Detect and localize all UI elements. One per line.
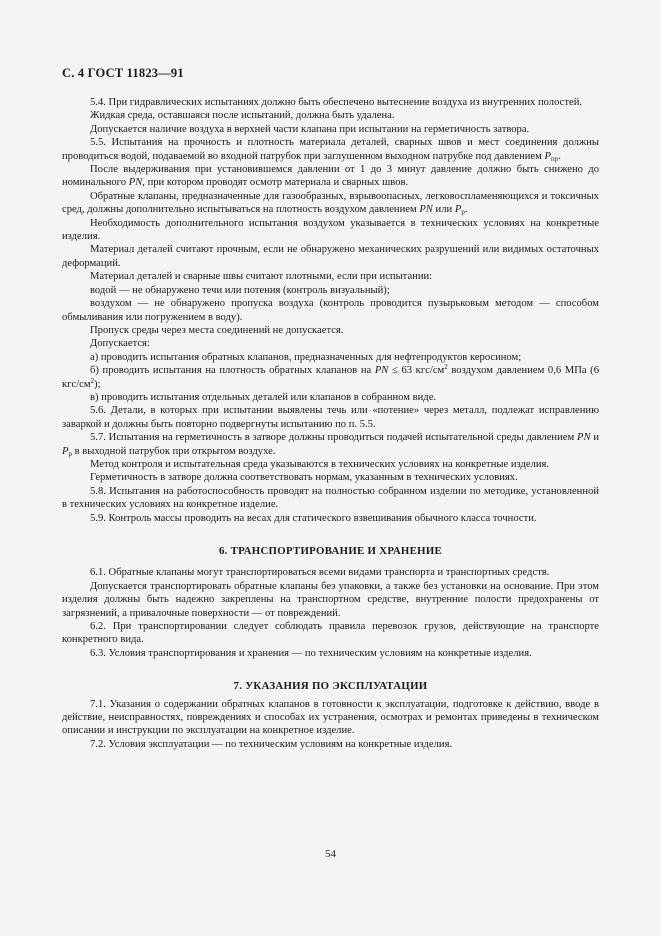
- paragraph: водой — не обнаружено течи или потения (контроль визуальный);: [90, 284, 390, 296]
- paragraph-5-7: 5.7. Испытания на герметичность в затворе должны проводиться подачей испытательной среды давлением PN и $P_р$ в выходной патрубок при открытом воздухе.: [62, 432, 599, 458]
- paragraph: После выдерживания при установившемся давлении от 1 до 3 минут давление должно быть снижено до номинального PN, при котором проводят осмотр материала и сварных швов.: [62, 164, 599, 189]
- paragraph-6-1: 6.1. Обратные клапаны могут транспортироваться всеми видами транспорта и транспортных средств.: [90, 567, 550, 579]
- paragraph: Обратные клапаны, предназначенные для газообразных, взрывоопасных, легковоспламеняющихся и токсичных сред, должны дополнительно испытываться на плотность воздухом давлением PN или $P_р$.: [62, 190, 599, 217]
- paragraph-5-8: 5.8. Испытания на работоспособность проводят на полностью собранном изделии по методике, установленной в технических условиях на конкретное изделие.: [62, 485, 599, 511]
- page-number: 54: [325, 848, 336, 860]
- paragraph: Материал деталей считают прочным, если не обнаружено механических разрушений или видимых остаточных деформаций.: [62, 244, 599, 269]
- paragraph-6-3: 6.3. Условия транспортирования и хранения — по техническим условиям на конкретные изделия.: [90, 647, 532, 659]
- paragraph: Необходимость дополнительного испытания воздухом указывается в технических условиях на конкретные изделия.: [62, 217, 599, 243]
- paragraph-5-6: 5.6. Детали, в которых при испытании выявлены течь или «потение» через металл, подлежат исправлению заваркой и должны быть повторно подвергнуты испытанию по п. 5.5.: [62, 405, 599, 430]
- paragraph: а) проводить испытания обратных клапанов, предназначенных для нефтепродуктов керосином;: [90, 351, 522, 363]
- paragraph: Пропуск среды через места соединений не допускается.: [90, 324, 344, 336]
- paragraph: Метод контроля и испытательная среда указываются в технических условиях на конкретные изделия.: [90, 458, 550, 470]
- paragraph-5-5: 5.5. Испытания на прочность и плотность материала деталей, сварных швов и мест соединения должны проводиться водой, подаваемой во входной патрубок при заглушенном выходном патрубке под давлением $P_{пр}$.: [62, 137, 599, 163]
- paragraph-5-4: 5.4. При гидравлических испытаниях должно быть обеспечено вытеснение воздуха из внутренних полостей.: [90, 97, 583, 108]
- paragraph: Допускается транспортировать обратные клапаны без упаковки, а также без установки на основание. При этом изделия должны быть надежно закреплены на транспортном средстве, внутренние полости предохранены от загрязнений, а привалочные поверхности — от повреждений.: [62, 580, 599, 619]
- paragraph-5-9: 5.9. Контроль массы проводить на весах для статического взвешивания обычного класса точности.: [90, 512, 537, 524]
- paragraph-6-2: 6.2. При транспортировании следует соблюдать правила перевозок грузов, действующие на транспорте конкретного вида.: [62, 621, 599, 646]
- paragraph: Допускается наличие воздуха в верхней части клапана при испытании на герметичность затвора.: [90, 123, 530, 135]
- paragraph-7-2: 7.2. Условия эксплуатации — по техническим условиям на конкретные изделия.: [90, 738, 453, 750]
- section-7-title: 7. УКАЗАНИЯ ПО ЭКСПЛУАТАЦИИ: [233, 680, 428, 693]
- paragraph-7-1: 7.1. Указания о содержании обратных клапанов в готовности к эксплуатации, подготовке к действию, вводе в действие, неисправностях, повреждениях и способах их устранения, осмотрах и ремонтах приведены в техническом описании и инструкции по эксплуатации на конкретное изделие.: [62, 698, 599, 737]
- paragraph: б) проводить испытания на плотность обратных клапанов на PN ≤ 63 кгс/$см^2$ воздухом давлением 0,6 МПа (6 кгс/$см^2$);: [62, 363, 600, 390]
- paragraph: Допускается:: [90, 338, 150, 350]
- paragraph: в) проводить испытания отдельных деталей или клапанов в собранном виде.: [90, 391, 437, 403]
- page-header: С. 4 ГОСТ 11823—91: [62, 66, 184, 80]
- document-body: [62, 96, 599, 751]
- paragraph: Герметичность в затворе должна соответствовать нормам, указанным в технических условиях.: [90, 472, 518, 484]
- paragraph: Материал деталей и сварные швы считают плотными, если при испытании:: [90, 271, 433, 283]
- paragraph: воздухом — не обнаружено пропуска воздуха (контроль проводится пузырьковым методом — способом обмыливания или погружением в воду).: [62, 298, 599, 323]
- section-6-title: 6. ТРАНСПОРТИРОВАНИЕ И ХРАНЕНИЕ: [218, 545, 443, 557]
- paragraph: Жидкая среда, оставшаяся после испытаний, должна быть удалена.: [90, 110, 395, 122]
